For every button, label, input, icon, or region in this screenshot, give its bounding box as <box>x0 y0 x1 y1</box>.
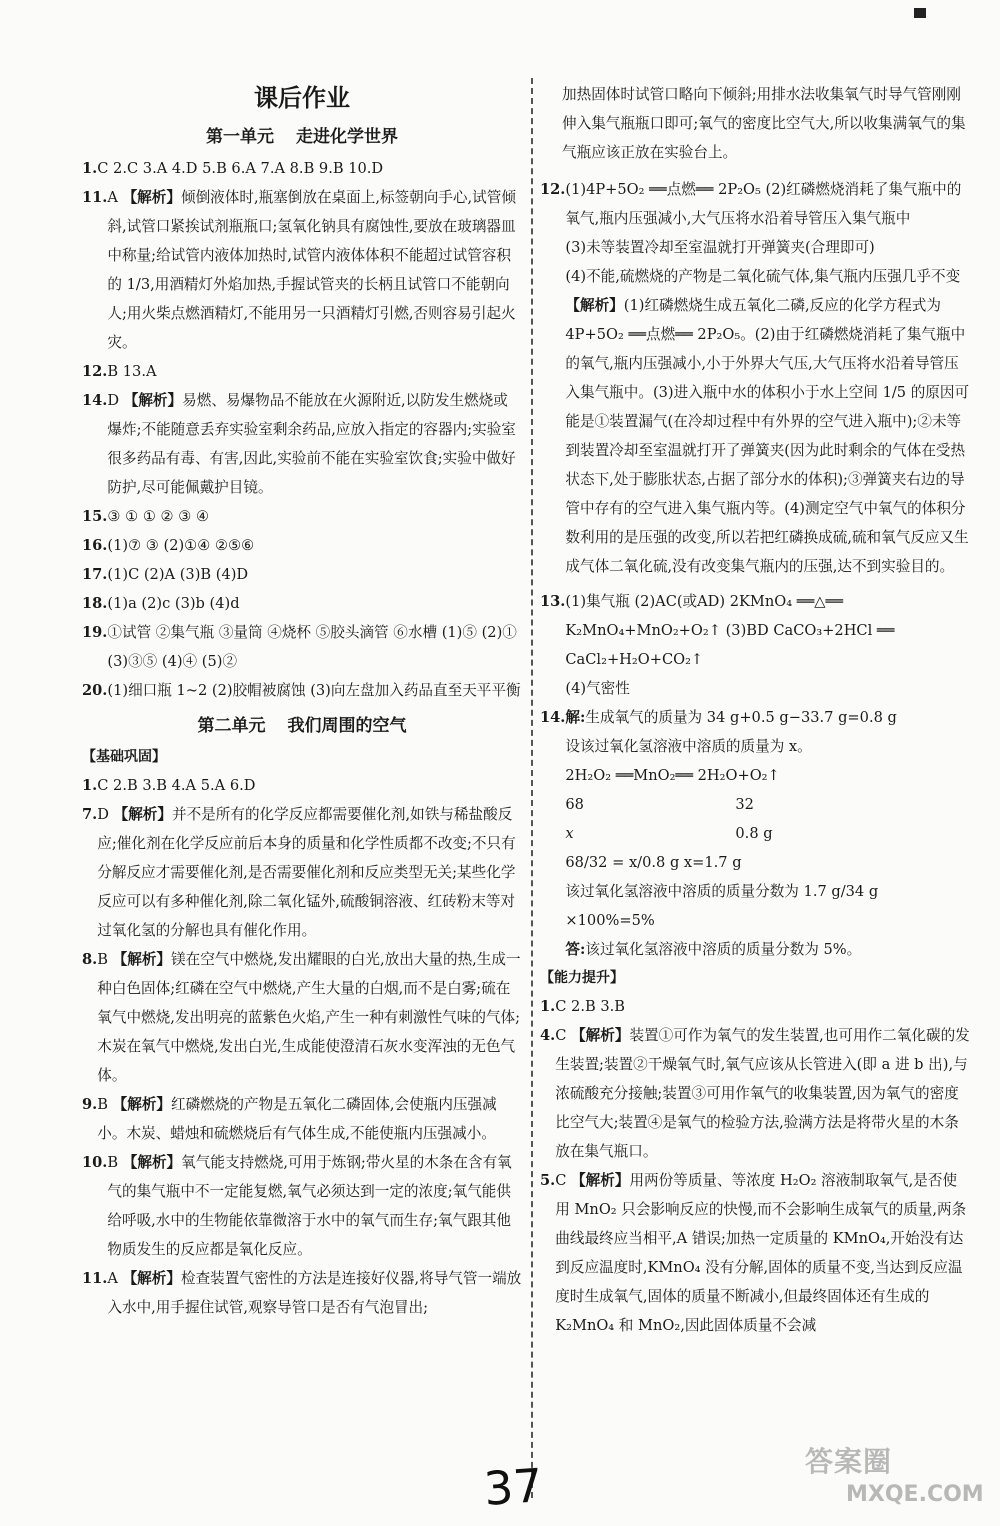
q12-part-c: (4)不能,硫燃烧的产物是二氧化硫气体,集气瓶内压强几乎不变 <box>565 268 961 285</box>
q13 <box>540 587 970 703</box>
analysis-label: 【解析】 <box>113 806 172 823</box>
answer-number: 15. <box>82 508 108 525</box>
analysis-text: 氧气能支持燃烧,可用于炼钢;带火星的木条在含有氧气的集气瓶中不一定能复燃,氧气必须达到一定的浓度;氧气能供给呼吸,水中的生物能依靠微溶于水中的氧气而生存;氧气跟其他物质发生的反应都是氧化反应。 <box>107 1154 512 1258</box>
q13-part-b: (4)气密性 <box>565 680 630 697</box>
q14-proportion: 68/32 = x/0.8 g x=1.7 g <box>565 854 742 871</box>
page-title: 课后作业 <box>254 84 350 112</box>
column-divider <box>531 78 533 1498</box>
unit2-title <box>82 711 522 741</box>
answer-choice: C 2.B 3.B 4.A 5.A 6.D <box>97 777 256 794</box>
left-column <box>82 78 522 1322</box>
unit2-answers <box>82 771 522 1322</box>
q12-analysis <box>565 291 970 581</box>
answer-choice: ③ ① ① ② ③ ④ <box>107 508 210 525</box>
answer-number: 12. <box>82 363 108 380</box>
q13-number: 13. <box>540 593 566 610</box>
q12-analysis-text: (1)红磷燃烧生成五氧化二磷,反应的化学方程式为 4P+5O₂ ══点燃══ 2P₂O₅。(2)由于红磷燃烧消耗了集气瓶中的氧气,瓶内压强减小,小于外界大气压,大气压将水沿着导管压入集气瓶中。(3)进入瓶中水的体积小于水上空间 1/5 的原因可能是①装置漏气(在冷却过程中有外界的空气进入瓶中);②未等到装置冷却至室温就打开了弹簧夹(因为此时剩余的气体在受热状态下,处于膨胀状态,占据了部分水的体积);③弹簧夹右边的导管中存有的空气进入集气瓶内等。(4)测定空气中氧气的体积分数利用的是压强的改变,所以若把红磷换成硫,硫和氧气反应又生成气体二氧化硫,没有改变集气瓶内的压强,达不到实验目的。 <box>565 297 970 575</box>
basic-section-label: 【基础巩固】 <box>82 749 166 765</box>
answer-number: 1. <box>540 998 556 1015</box>
unit1-title <box>82 122 522 152</box>
answer-item <box>82 771 522 800</box>
q14-ratio-32: 32 <box>735 796 754 813</box>
answer-choice: B <box>107 1154 123 1171</box>
answer-item <box>82 386 522 502</box>
q14-line2: 设该过氧化氢溶液中溶质的质量为 x。 <box>565 738 812 755</box>
answer-choice: (1)⑦ ③ (2)①④ ②⑤⑥ <box>107 537 255 554</box>
ability-answers <box>540 992 970 1340</box>
q14-ratio-68: 68 <box>565 796 584 813</box>
answer-number: 1. <box>82 777 98 794</box>
analysis-text: 易燃、易爆物品不能放在火源附近,以防发生燃烧或爆炸;不能随意丢弃实验室剩余药品,应放入指定的容器内;实验室很多药品有毒、有害,因此,实验前不能在实验室饮食;实验中做好防护,尽可能佩戴护目镜。 <box>107 392 516 496</box>
analysis-label: 【解析】 <box>571 1027 630 1044</box>
q11-continuation: 加热固体时试管口略向下倾斜;用排水法收集氧气时导气管刚刚伸入集气瓶瓶口即可;氧气的密度比空气大,所以收集满氧气的集气瓶应该正放在实验台上。 <box>562 86 966 161</box>
answer-choice: B <box>97 1096 113 1113</box>
answer-number: 19. <box>82 624 108 641</box>
answer-choice: (1)a (2)c (3)b (4)d <box>107 595 240 612</box>
q13-part-a: (1)集气瓶 (2)AC(或AD) 2KMnO₄ ══△══ K₂MnO₄+MnO₂+O₂↑ (3)BD CaCO₃+2HCl ══ CaCl₂+H₂O+CO₂↑ <box>565 593 895 668</box>
q14-ratio-mass: 0.8 g <box>735 825 773 842</box>
answer-item <box>82 800 522 945</box>
answer-choice: ①试管 ②集气瓶 ③量筒 ④烧杯 ⑤胶头滴管 ⑥水槽 (1)⑤ (2)① (3)③⑤ (4)④ (5)② <box>107 624 517 670</box>
unit1-name: 走进化学世界 <box>296 127 398 147</box>
analysis-text: 并不是所有的化学反应都需要催化剂,如铁与稀盐酸反应;催化剂在化学反应前后本身的质量和化学性质都不改变;不只有分解反应才需要催化剂,是否需要催化剂和反应类型无关;某些化学反应可以有多种催化剂,除二氧化锰外,硫酸铜溶液、红砖粉末等对过氧化氢的分解也具有催化作用。 <box>97 806 516 939</box>
answer-choice: C 2.C 3.A 4.D 5.B 6.A 7.A 8.B 9.B 10.D <box>97 160 384 177</box>
answer-choice: B <box>97 951 113 968</box>
answer-item <box>82 502 522 531</box>
q14-line1: 生成氧气的质量为 34 g+0.5 g−33.7 g=0.8 g <box>585 709 897 726</box>
answer-item <box>540 1021 970 1166</box>
answer-number: 7. <box>82 806 98 823</box>
answer-choice: B 13.A <box>107 363 157 380</box>
analysis-text: 镁在空气中燃烧,发出耀眼的白光,放出大量的热,生成一种白色固体;红磷在空气中燃烧,产生大量的白烟,而不是白雾;硫在氧气中燃烧,发出明亮的蓝紫色火焰,产生一种有刺激性气味的气体;木炭在氧气中燃烧,发出白光,生成能使澄清石灰水变浑浊的无色气体。 <box>97 951 521 1084</box>
answer-item <box>82 357 522 386</box>
q12-part-b: (3)未等装置冷却至室温就打开弹簧夹(合理即可) <box>565 239 875 256</box>
q14 <box>540 703 970 964</box>
answer-item <box>82 531 522 560</box>
analysis-text: 装置①可作为氧气的发生装置,也可用作二氧化碳的发生装置;装置②干燥氧气时,氧气应该从长管进入(即 a 进 b 出),与浓硫酸充分接触;装置③可用作氧气的收集装置,因为氧气的密度比空气大;装置④是氧气的检验方法,验满方法是将带火星的木条放在集气瓶口。 <box>555 1027 970 1160</box>
answer-number: 1. <box>82 160 98 177</box>
analysis-text: 检查装置气密性的方法是连接好仪器,将导气管一端放入水中,用手握住试管,观察导管口是否有气泡冒出; <box>107 1270 522 1316</box>
right-column <box>540 80 970 1340</box>
answer-item <box>82 589 522 618</box>
q14-line3: 该过氧化氢溶液中溶质的质量分数为 1.7 g/34 g ×100%=5% <box>565 883 879 929</box>
answer-number: 11. <box>82 189 108 206</box>
answer-choice: C 2.B 3.B <box>555 998 625 1015</box>
answer-number: 10. <box>82 1154 108 1171</box>
analysis-label: 【解析】 <box>571 1172 630 1189</box>
q14-ratio-x: x <box>565 825 574 842</box>
answer-choice: C <box>555 1172 572 1189</box>
q12-part-a: (1)4P+5O₂ ══点燃══ 2P₂O₅ (2)红磷燃烧消耗了集气瓶中的氧气,瓶内压强减小,大气压将水沿着导管压入集气瓶中 <box>565 181 962 227</box>
q14-answer-lead: 答: <box>565 941 586 958</box>
answer-item <box>82 1148 522 1264</box>
answer-number: 4. <box>540 1027 556 1044</box>
answer-item <box>540 992 970 1021</box>
answer-item <box>82 560 522 589</box>
answer-choice: D <box>107 392 124 409</box>
analysis-text: 红磷燃烧的产物是五氧化二磷固体,会使瓶内压强减小。木炭、蜡烛和硫燃烧后有气体生成,不能使瓶内压强减小。 <box>97 1096 497 1142</box>
q14-equation: 2H₂O₂ ══MnO₂══ 2H₂O+O₂↑ <box>565 767 780 784</box>
q14-number: 14. <box>540 709 566 726</box>
unit2-name: 我们周围的空气 <box>287 716 407 736</box>
answer-choice: (1)C (2)A (3)B (4)D <box>107 566 249 583</box>
analysis-label: 【解析】 <box>122 189 181 206</box>
analysis-label: 【解析】 <box>122 1270 181 1287</box>
analysis-label: 【解析】 <box>565 297 624 314</box>
answer-item <box>82 1090 522 1148</box>
analysis-label: 【解析】 <box>112 951 172 968</box>
answer-item <box>82 945 522 1090</box>
answer-item <box>82 1264 522 1322</box>
ability-section-label: 【能力提升】 <box>540 970 624 986</box>
q12 <box>540 175 970 581</box>
answer-item <box>82 183 522 357</box>
answer-number: 17. <box>82 566 108 583</box>
analysis-label: 【解析】 <box>122 1154 182 1171</box>
answer-number: 11. <box>82 1270 108 1287</box>
unit2-label: 第二单元 <box>197 716 266 736</box>
answer-choice: A <box>107 189 123 206</box>
q12-number: 12. <box>540 181 566 198</box>
answer-item <box>82 676 522 705</box>
answer-choice: D <box>97 806 114 823</box>
unit1-answers <box>82 154 522 705</box>
analysis-text: 倾倒液体时,瓶塞倒放在桌面上,标签朝向手心,试管倾斜,试管口紧挨试剂瓶瓶口;氢氧化钠具有腐蚀性,要放在玻璃器皿中称量;给试管内液体加热时,试管内液体体积不能超过试管容积的 1/3,用酒精灯外焰加热,手握试管夹的长柄且试管口不能朝向人;用火柴点燃酒精灯,不能用另一只酒精灯引燃,否则容易引起火灾。 <box>107 189 516 351</box>
corner-mark <box>914 8 926 18</box>
q14-lead: 解: <box>565 709 586 726</box>
answer-item <box>82 154 522 183</box>
answer-choice: (1)细口瓶 1~2 (2)胶帽被腐蚀 (3)向左盘加入药品直至天平平衡 <box>107 682 521 699</box>
answer-choice: C <box>555 1027 572 1044</box>
answer-item <box>540 1166 970 1340</box>
answer-number: 8. <box>82 951 98 968</box>
watermark-url: MXQE.COM <box>846 1482 984 1507</box>
answer-number: 18. <box>82 595 108 612</box>
answer-number: 20. <box>82 682 108 699</box>
answer-number: 5. <box>540 1172 556 1189</box>
unit1-label: 第一单元 <box>206 127 274 147</box>
answer-number: 9. <box>82 1096 98 1113</box>
answer-number: 16. <box>82 537 108 554</box>
analysis-text: 用两份等质量、等浓度 H₂O₂ 溶液制取氧气,是否使用 MnO₂ 只会影响反应的快慢,而不会影响生成氧气的质量,两条曲线最终应当相平,A 错误;加热一定质量的 KMnO₄,开始没有达到反应温度时,KMnO₄ 没有分解,固体的质量不变,当达到反应温度时生成氧气,固体的质量不断减小,但最终固体还有生成的 K₂MnO₄ 和 MnO₂,因此固体质量不会减 <box>555 1172 967 1334</box>
analysis-label: 【解析】 <box>112 1096 172 1113</box>
analysis-label: 【解析】 <box>123 392 183 409</box>
handwritten-page-number: 37 <box>482 1458 545 1516</box>
answer-choice: A <box>107 1270 123 1287</box>
q14-answer: 该过氧化氢溶液中溶质的质量分数为 5%。 <box>585 941 862 958</box>
watermark-logo: 答案圈 <box>805 1445 893 1478</box>
answer-item <box>82 618 522 676</box>
answer-number: 14. <box>82 392 108 409</box>
